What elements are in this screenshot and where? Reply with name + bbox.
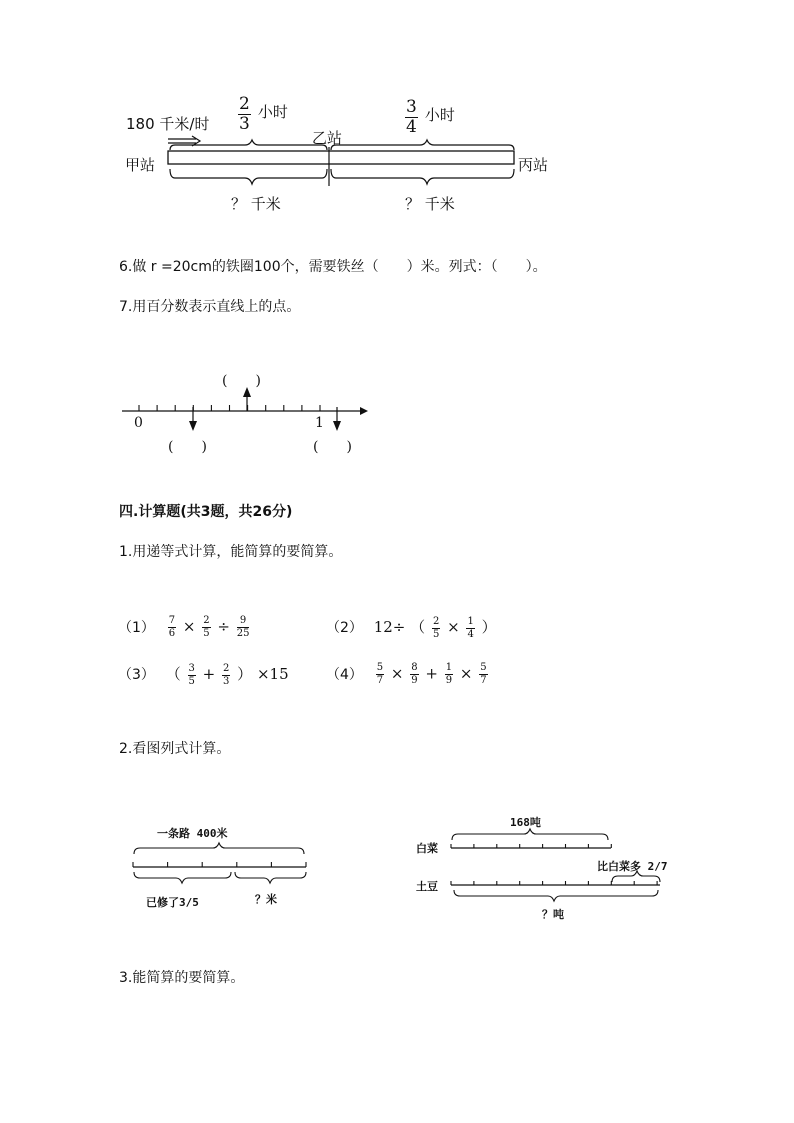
section-4-title: 四.计算题(共3题，共26分) xyxy=(119,504,293,520)
fraction xyxy=(410,663,418,686)
number-line-label-0: 0 xyxy=(134,415,143,431)
numerator: 1 xyxy=(467,615,474,627)
cabbage-amount-label: 168吨 xyxy=(510,816,541,829)
station-diagram-svg xyxy=(118,92,568,222)
denominator: 9 xyxy=(445,675,453,686)
road-remaining-label: ？米 xyxy=(255,893,277,906)
times-sign: × xyxy=(459,664,473,683)
plus-sign: + xyxy=(202,665,216,683)
time1-denominator: 3 xyxy=(239,114,250,134)
denominator: 5 xyxy=(432,628,440,640)
numerator: 5 xyxy=(480,662,487,673)
cabbage-row-label: 白菜 xyxy=(416,842,438,855)
speed-label: 180 千米/时 xyxy=(126,115,210,133)
fraction xyxy=(466,617,474,640)
road-done-label: 已修了3/5 xyxy=(146,896,199,909)
time2-numerator: 3 xyxy=(406,97,417,117)
left-pointer-arrowhead xyxy=(189,421,197,431)
numerator: 7 xyxy=(168,615,176,626)
fraction xyxy=(445,663,453,686)
plus-sign: + xyxy=(425,664,438,683)
calc-1-item-4 xyxy=(326,663,490,686)
denominator: 5 xyxy=(203,628,210,639)
denominator: 25 xyxy=(236,628,250,639)
track-bar xyxy=(168,151,514,164)
distance-question-1: ？ 千米 xyxy=(231,195,281,213)
road-diagram xyxy=(128,840,313,890)
extra-amount-note: 比白菜多 2/7 xyxy=(597,860,668,873)
time1-unit: 小时 xyxy=(257,103,288,121)
denominator: 3 xyxy=(223,675,230,687)
time2-unit: 小时 xyxy=(424,106,455,124)
times-sign: × xyxy=(182,617,196,636)
numerator: 5 xyxy=(376,662,384,673)
station-a-label: 甲站 xyxy=(125,156,156,174)
denominator: 7 xyxy=(480,675,487,686)
road-top-brace xyxy=(134,843,304,854)
time2-label xyxy=(405,99,455,137)
numerator: 8 xyxy=(411,662,418,673)
potato-row-label: 土豆 xyxy=(416,880,438,893)
item-index: （2） xyxy=(326,620,363,636)
top-brace-1 xyxy=(170,140,327,150)
paren-close: ） xyxy=(237,665,253,683)
calc-1-prompt: 1.用递等式计算，能简算的要简算。 xyxy=(119,544,343,560)
road-diagram-svg xyxy=(128,840,313,890)
expression-tail: ×15 xyxy=(256,665,289,683)
time1-fraction xyxy=(238,96,251,133)
bottom-brace-1 xyxy=(170,169,327,184)
potato-total-brace xyxy=(454,890,658,901)
bottom-brace-2 xyxy=(331,169,514,184)
calc-1-item-1 xyxy=(118,616,251,639)
item-index: （3） xyxy=(118,667,155,683)
numerator: 3 xyxy=(188,662,195,674)
time1-label xyxy=(238,96,288,134)
number-line-ticks xyxy=(139,405,320,411)
times-sign: × xyxy=(447,618,460,636)
item-index: （4） xyxy=(326,666,363,683)
numerator: 2 xyxy=(432,615,440,627)
answer-paren-bottom-right: ( ) xyxy=(313,439,352,455)
station-b-label: 乙站 xyxy=(312,129,343,147)
number-line-arrowhead xyxy=(360,407,368,415)
calc-3-prompt: 3.能简算的要简算。 xyxy=(119,970,245,986)
fraction xyxy=(168,616,176,639)
fraction xyxy=(188,664,196,687)
times-sign: × xyxy=(390,664,404,683)
divide-sign: ÷ xyxy=(217,617,230,636)
station-c-label: 丙站 xyxy=(518,156,549,174)
question-7: 7.用百分数表示直线上的点。 xyxy=(119,299,301,315)
numerator: 1 xyxy=(445,662,453,673)
fraction xyxy=(479,663,487,686)
potato-total-label: ？吨 xyxy=(542,908,564,921)
right-pointer-arrowhead xyxy=(333,421,341,431)
time1-numerator: 2 xyxy=(239,94,250,114)
road-ticks xyxy=(133,862,306,867)
numerator: 2 xyxy=(223,662,230,674)
fraction xyxy=(432,617,440,640)
paren-open: （ xyxy=(410,618,426,636)
calc-1-item-2 xyxy=(326,616,497,640)
road-total-label: 一条路 400米 xyxy=(157,827,228,840)
numerator: 2 xyxy=(203,615,210,626)
denominator: 6 xyxy=(168,628,176,639)
cabbage-brace xyxy=(452,829,608,840)
fraction xyxy=(202,616,210,639)
paren-open: （ xyxy=(165,665,181,683)
distance-question-2: ？ 千米 xyxy=(405,195,455,213)
paren-close: ） xyxy=(481,618,497,636)
number-line-label-1: 1 xyxy=(315,415,324,431)
numerator: 9 xyxy=(237,616,250,628)
road-done-brace xyxy=(134,872,231,883)
question-6: 6.做 r =20cm的铁圈100个，需要铁丝（ ）米。列式：（ ）。 xyxy=(119,259,547,275)
denominator: 7 xyxy=(376,675,384,686)
station-diagram xyxy=(118,92,568,222)
fraction xyxy=(237,616,250,639)
calc-2-prompt: 2.看图列式计算。 xyxy=(119,741,231,757)
time2-fraction xyxy=(405,99,418,136)
denominator: 4 xyxy=(467,628,474,640)
denominator: 9 xyxy=(411,675,418,686)
time2-denominator: 4 xyxy=(406,117,417,137)
expression-lead: 12÷ xyxy=(373,618,406,636)
top-brace-2 xyxy=(331,140,514,150)
answer-paren-bottom-left: ( ) xyxy=(168,439,207,455)
road-remaining-brace xyxy=(235,872,306,883)
fraction xyxy=(222,664,230,687)
denominator: 5 xyxy=(188,675,195,687)
fraction xyxy=(376,663,384,686)
item-index: （1） xyxy=(118,619,155,636)
calc-1-item-3 xyxy=(118,663,289,687)
answer-paren-top: ( ) xyxy=(222,373,261,389)
